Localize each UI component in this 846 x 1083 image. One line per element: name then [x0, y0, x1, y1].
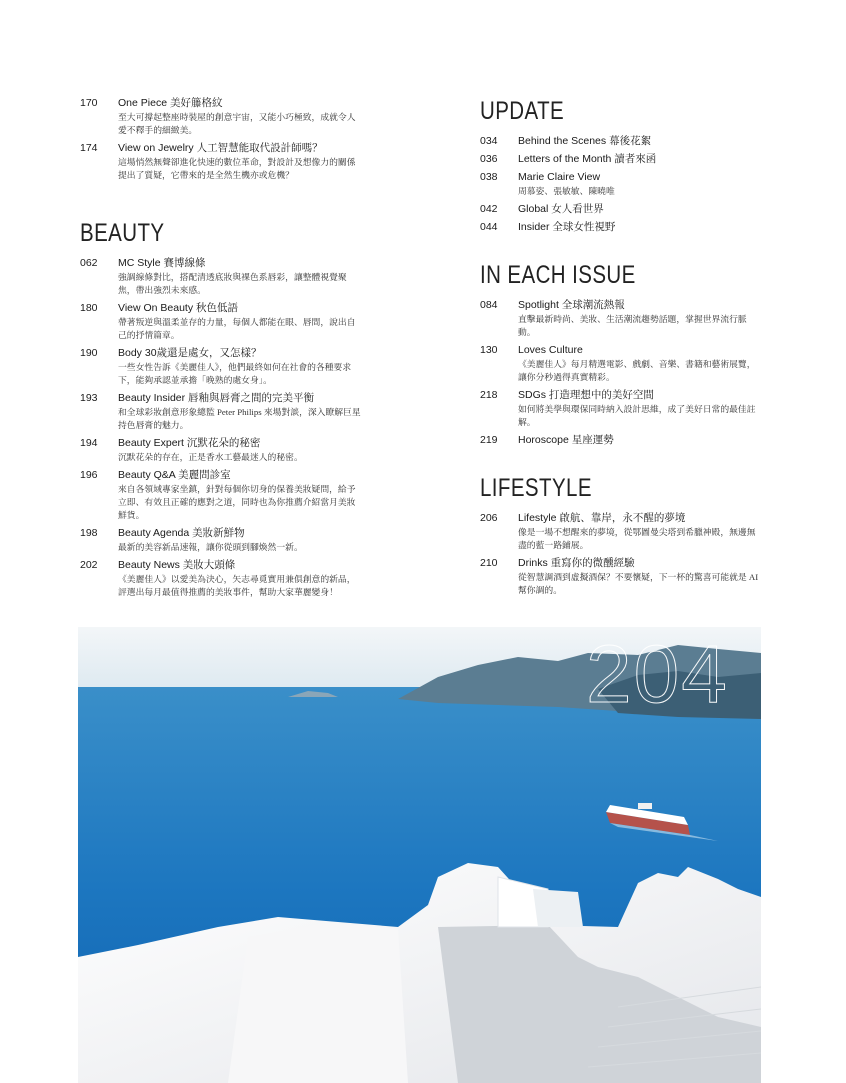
entry-description: 和全球彩妝創意形象總監 Peter Philips 來場對談，深入瞭解巨星持色唇膏的魅力。 — [118, 407, 361, 430]
page-ref: 196 — [80, 469, 98, 481]
page-ref: 219 — [480, 434, 498, 446]
entry-title: Beauty Expert 沉默花朵的秘密 — [118, 437, 261, 449]
page-ref: 190 — [80, 347, 98, 359]
toc-entry — [480, 556, 765, 597]
entry-description: 從智慧調酒到虛擬酒保？不要懷疑，下一杯的驚喜可能就是 AI 幫你調的。 — [518, 572, 759, 595]
right-column — [480, 96, 765, 601]
page-ref: 174 — [80, 142, 98, 154]
entry-title: Beauty Insider 唇釉與唇膏之間的完美平衡 — [118, 392, 315, 404]
toc-entry — [480, 220, 765, 234]
entry-description: 像是一場不想醒來的夢境，從鄂圖曼尖塔到希臘神殿，無邊無盡的藍一路鋪展。 — [518, 527, 756, 550]
page-ref: 130 — [480, 344, 498, 356]
each-issue-section-title: IN EACH ISSUE — [480, 261, 636, 289]
page-ref: 210 — [480, 557, 498, 569]
page-ref: 084 — [480, 299, 498, 311]
page-ref: 194 — [80, 437, 98, 449]
page-ref: 034 — [480, 135, 498, 147]
page-ref: 170 — [80, 97, 98, 109]
entry-description: 一些女性告訴《美麗佳人》，他們最終如何在社會的各種要求下，能夠承認並承擔「晚熟的處女身」。 — [118, 362, 352, 385]
entry-title: View On Beauty 秋色低語 — [118, 302, 239, 314]
update-section-title: UPDATE — [480, 97, 565, 125]
toc-entry — [80, 468, 365, 522]
entry-title: Letters of the Month 讀者來函 — [518, 153, 657, 165]
page-ref: 193 — [80, 392, 98, 404]
toc-entry — [480, 298, 765, 339]
entry-title: Marie Claire View — [518, 171, 601, 183]
entry-title: Lifestyle 啟航、靠岸，永不醒的夢境 — [518, 512, 686, 524]
beauty-list — [80, 256, 365, 599]
beauty-section-title: BEAUTY — [80, 219, 165, 247]
page-ref: 180 — [80, 302, 98, 314]
lifestyle-section-title: LIFESTYLE — [480, 474, 592, 502]
entry-description: 直擊最新時尚、美妝、生活潮流趨勢話題，掌握世界流行脈動。 — [518, 314, 747, 337]
page-ref: 198 — [80, 527, 98, 539]
entry-title: Beauty News 美妝大頭條 — [118, 559, 236, 571]
each-issue-list — [480, 298, 765, 447]
entry-description: 帶著叛逆與溫柔並存的力量，每個人都能在眼、唇間，說出自己的抒情篇章。 — [118, 317, 356, 340]
entry-title: One Piece 美好籐格紋 — [118, 97, 223, 109]
page-ref: 036 — [480, 153, 498, 165]
toc-entry — [480, 388, 765, 429]
toc-entry — [480, 152, 765, 166]
toc-entry — [80, 526, 365, 554]
entry-description: 強調線條對比，搭配清透底妝與裸色系唇彩，讓整體視覺聚焦，帶出強烈未來感。 — [118, 272, 347, 295]
entry-title: Body 30歲還是處女，又怎樣？ — [118, 347, 262, 359]
entry-title: SDGs 打造理想中的美好空間 — [518, 389, 654, 401]
page-ref: 062 — [80, 257, 98, 269]
toc-entry — [480, 134, 765, 148]
entry-description: 沉默花朵的存在，正是香水工藝最迷人的秘密。 — [118, 452, 303, 462]
entry-title: Drinks 重寫你的微醺經驗 — [518, 557, 635, 569]
page-number: 204 — [586, 629, 729, 720]
entry-description: 《美麗佳人》以愛美為決心，矢志尋覓實用兼俱創意的新品，評選出每月最值得推薦的美妝事件，幫助大家華麗變身！ — [118, 574, 356, 597]
entry-title: Behind the Scenes 幕後花絮 — [518, 135, 652, 147]
toc-entry — [80, 558, 365, 599]
entry-description: 最新的美容新品速報，讓你從頭到腳煥然一新。 — [118, 542, 303, 552]
entry-title: Spotlight 全球潮流熱報 — [518, 299, 625, 311]
entry-title: Loves Culture — [518, 344, 583, 356]
entry-title: Insider 全球女性視野 — [518, 221, 616, 233]
entry-description: 來自各領域專家坐鎮，針對每個你切身的保養美妝疑問，給予立即、有效且正確的應對之道，同時也為你推薦介紹當月美妝鮮貨。 — [118, 484, 356, 520]
lifestyle-list — [480, 511, 765, 597]
entry-title: View on Jewelry 人工智慧能取代設計師嗎？ — [118, 142, 323, 154]
toc-entry — [80, 96, 365, 137]
page-ref: 206 — [480, 512, 498, 524]
entry-description: 《美麗佳人》每月精選電影、戲劇、音樂、書籍和藝術展覽，讓你分秒過得真實精彩。 — [518, 359, 756, 382]
page-ref: 218 — [480, 389, 498, 401]
toc-entry — [80, 301, 365, 342]
entry-description: 如何將美學與環保同時納入設計思維，成了美好日常的最佳註解。 — [518, 404, 756, 427]
entry-description: 周慕姿、張敏敏、陳曉唯 — [518, 186, 615, 196]
left-top-list — [80, 96, 365, 182]
toc-entry — [480, 202, 765, 216]
page-ref: 202 — [80, 559, 98, 571]
left-column — [80, 96, 365, 603]
update-list — [480, 134, 765, 234]
toc-entry — [80, 346, 365, 387]
toc-entry — [80, 256, 365, 297]
toc-entry — [480, 170, 765, 198]
toc-entry — [80, 391, 365, 432]
toc-entry — [80, 436, 365, 464]
entry-title: Beauty Q&A 美麗問診室 — [118, 469, 231, 481]
page-ref: 038 — [480, 171, 498, 183]
entry-title: MC Style 賽博線條 — [118, 257, 206, 269]
toc-entry — [480, 343, 765, 384]
entry-description: 至大可撐起整座時裝屋的創意宇宙，又能小巧極致，成就令人愛不釋手的細緻美。 — [118, 112, 356, 135]
entry-title: Global 女人看世界 — [518, 203, 604, 215]
entry-title: Horoscope 星座運勢 — [518, 434, 614, 446]
entry-title: Beauty Agenda 美妝新鮮物 — [118, 527, 245, 539]
toc-entry — [480, 511, 765, 552]
entry-description: 這場悄然無聲卻進化快速的數位革命，對設計及想像力的關係提出了質疑，它帶來的是全然生機亦或危機？ — [118, 157, 356, 180]
page-ref: 042 — [480, 203, 498, 215]
page-ref: 044 — [480, 221, 498, 233]
toc-entry — [480, 433, 765, 447]
toc-entry — [80, 141, 365, 182]
